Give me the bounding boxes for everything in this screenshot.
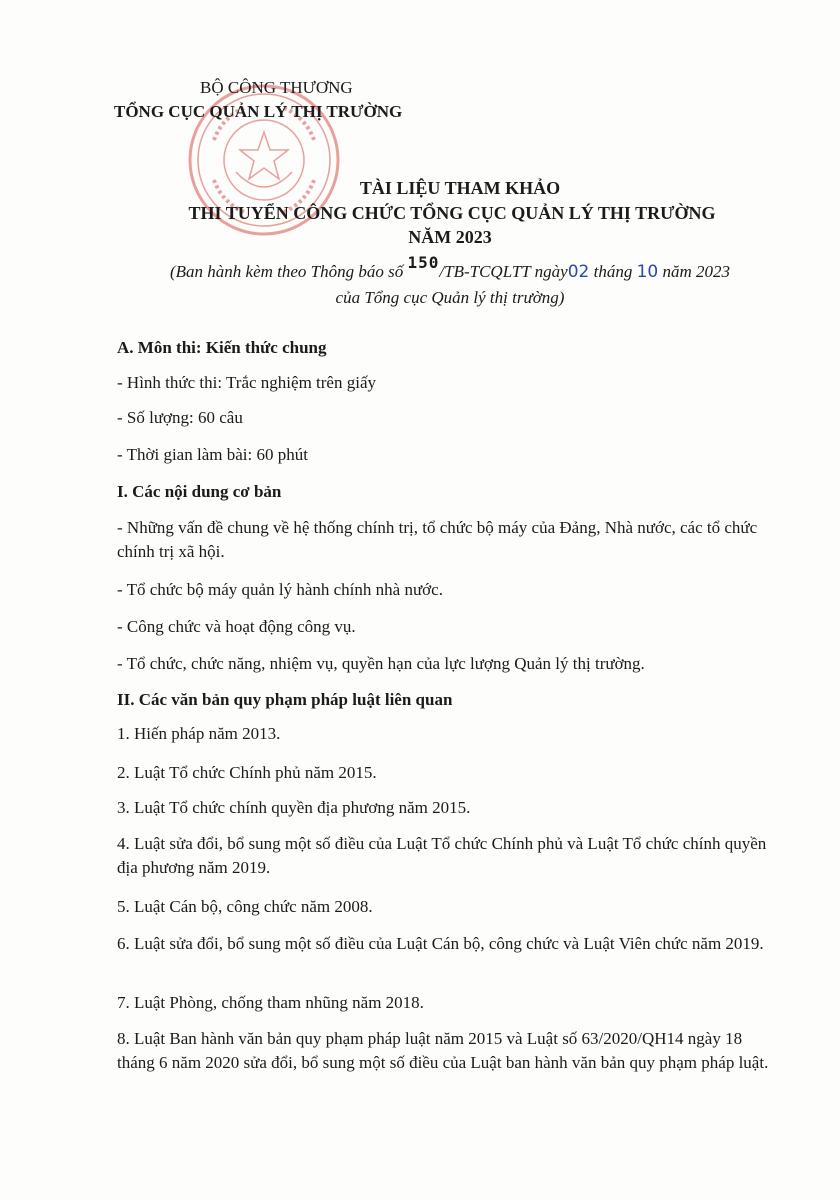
list-item: - Công chức và hoạt động công vụ.: [117, 617, 356, 636]
question-count: - Số lượng: 60 câu: [117, 408, 243, 427]
list-item: 6. Luật sửa đổi, bổ sung một số điều của Luật Cán bộ, công chức và Luật Viên chức năm 2019.: [117, 934, 764, 953]
exam-duration: - Thời gian làm bài: 60 phút: [117, 445, 308, 464]
list-item: 7. Luật Phòng, chống tham nhũng năm 2018.: [117, 993, 424, 1012]
list-item: 8. Luật Ban hành văn bản quy phạm pháp luật năm 2015 và Luật số 63/2020/QH14 ngày 18 tháng 6 năm 2020 sửa đổi, bổ sung một số điều của Luật ban hành văn bản quy phạm pháp luật.: [117, 1029, 769, 1072]
list-item: - Tổ chức, chức năng, nhiệm vụ, quyền hạn của lực lượng Quản lý thị trường.: [117, 654, 645, 673]
issue-month: 10: [636, 262, 659, 282]
list-item: 5. Luật Cán bộ, công chức năm 2008.: [117, 897, 373, 916]
announcement-code: /TB-TCQLTT ngày: [439, 262, 568, 281]
ministry-name: BỘ CÔNG THƯƠNG: [200, 78, 353, 97]
issuance-note-line-1: [30, 253, 840, 282]
document-title-line-1: TÀI LIỆU THAM KHẢO: [359, 178, 561, 198]
document-title-line-3: NĂM 2023: [408, 227, 492, 247]
list-item: - Những vấn đề chung về hệ thống chính trị, tổ chức bộ máy của Đảng, Nhà nước, các tổ chức chính trị xã hội.: [117, 518, 758, 561]
month-label: tháng: [589, 262, 637, 281]
agency-name: TỔNG CỤC QUẢN LÝ THỊ TRƯỜNG: [114, 102, 403, 121]
issue-year: năm 2023: [658, 262, 731, 281]
list-item: 4. Luật sửa đổi, bổ sung một số điều của Luật Tổ chức Chính phủ và Luật Tổ chức chính quyền địa phương năm 2019.: [117, 834, 767, 877]
list-item: 1. Hiến pháp năm 2013.: [117, 724, 281, 743]
list-item: 2. Luật Tổ chức Chính phủ năm 2015.: [117, 763, 377, 782]
list-item: - Tổ chức bộ máy quản lý hành chính nhà nước.: [117, 580, 443, 599]
list-item: 3. Luật Tổ chức chính quyền địa phương năm 2015.: [117, 798, 471, 817]
section-ii-heading: II. Các văn bản quy phạm pháp luật liên quan: [117, 690, 453, 709]
document-title-line-2: THI TUYỂN CÔNG CHỨC TỔNG CỤC QUẢN LÝ THỊ TRƯỜNG: [188, 203, 716, 223]
issuance-prefix: (Ban hành kèm theo Thông báo số: [169, 262, 408, 281]
issue-day: 02: [567, 262, 590, 282]
issuance-note-line-2: của Tổng cục Quản lý thị trường): [335, 288, 565, 307]
exam-format: - Hình thức thi: Trắc nghiệm trên giấy: [117, 373, 376, 392]
announcement-number: 150: [407, 253, 440, 272]
section-i-heading: I. Các nội dung cơ bản: [117, 482, 282, 501]
section-a-heading: A. Môn thi: Kiến thức chung: [117, 338, 327, 357]
